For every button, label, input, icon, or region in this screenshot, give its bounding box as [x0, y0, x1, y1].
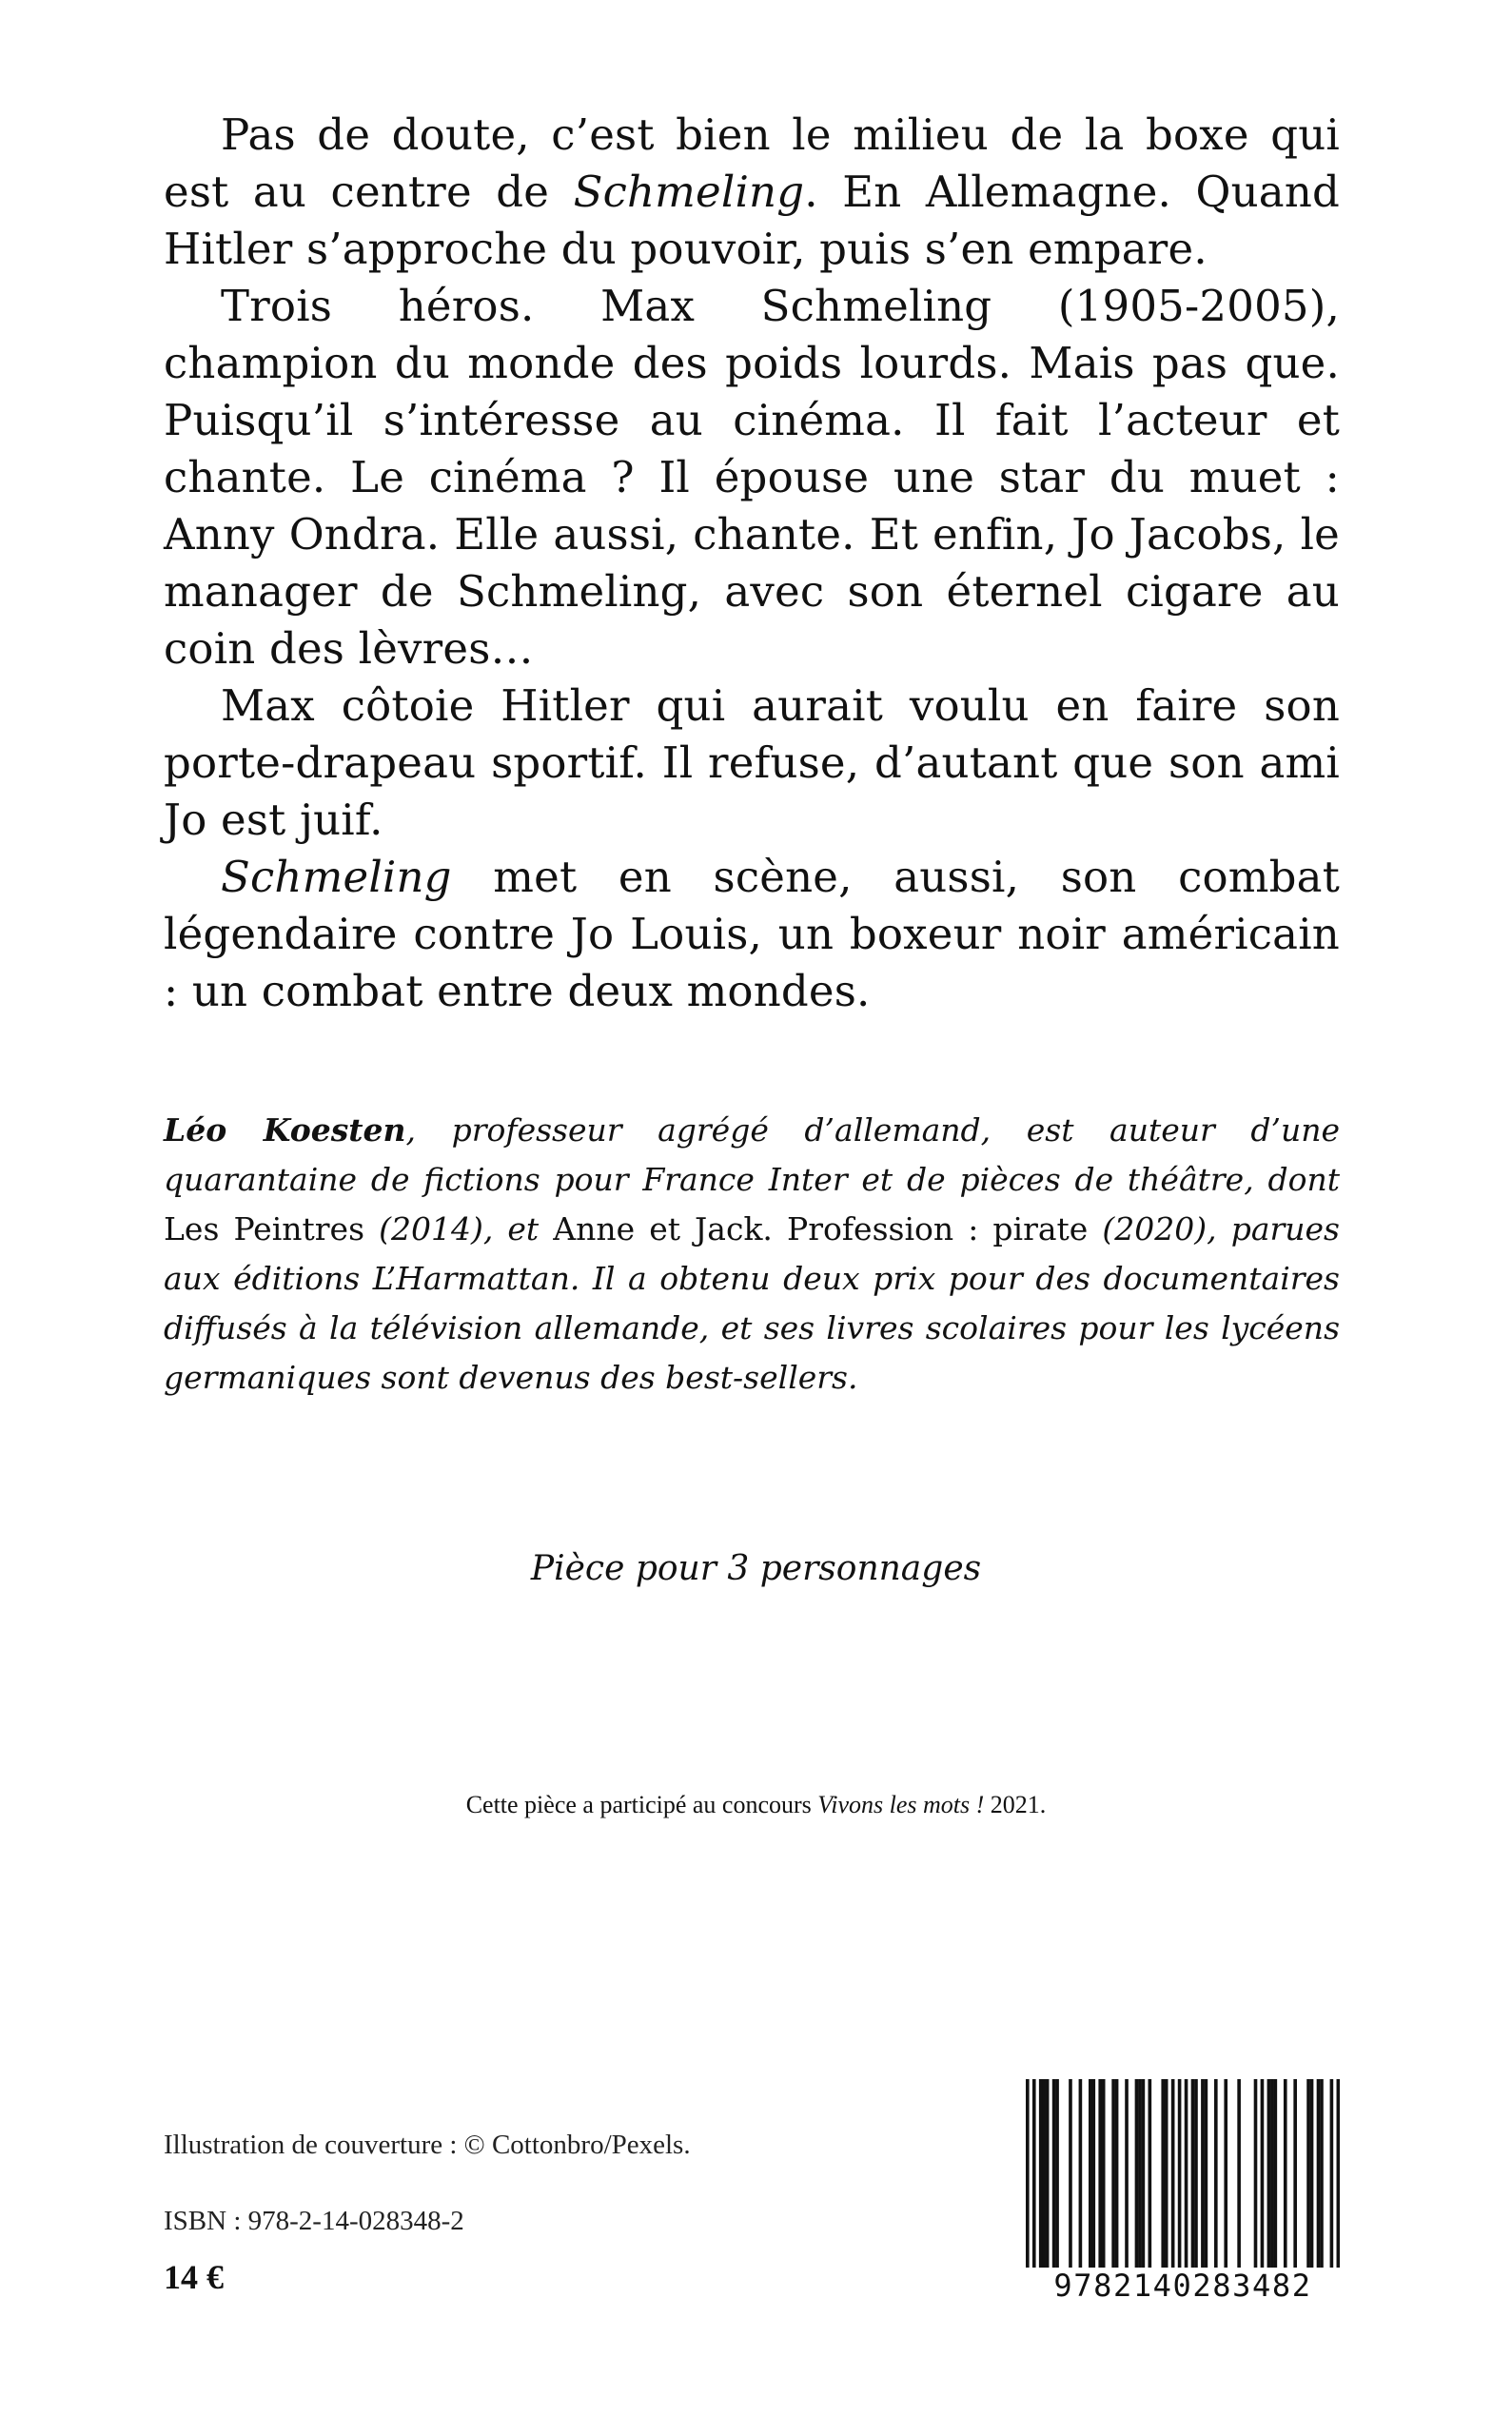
barcode-bar	[1042, 2079, 1046, 2268]
barcode-bar	[1046, 2079, 1050, 2268]
barcode-bar	[1089, 2079, 1092, 2268]
barcode-bar	[1284, 2079, 1287, 2268]
back-cover-blurb	[164, 107, 1340, 1020]
barcode-bar	[1293, 2079, 1297, 2268]
barcode-bar	[1267, 2079, 1271, 2268]
barcode-bar	[1032, 2079, 1036, 2268]
barcode-digits: 9782140283482	[1053, 2268, 1312, 2304]
barcode-bar	[1111, 2079, 1115, 2268]
barcode-bar	[1201, 2079, 1205, 2268]
barcode-bar	[1214, 2079, 1218, 2268]
barcode-bar	[1205, 2079, 1208, 2268]
barcode-bar	[1270, 2079, 1274, 2268]
blurb-text: met en scène, aussi, son combat légendaire contre Jo Louis, un boxeur noir américain : un combat entre deux mondes.	[164, 852, 1340, 1016]
barcode-bar	[1026, 2079, 1030, 2268]
work-title: Anne et Jack. Profession : pirate	[553, 1210, 1089, 1247]
barcode-bar	[1337, 2079, 1340, 2268]
barcode-bar	[1125, 2079, 1129, 2268]
price: 14 €	[164, 2258, 224, 2296]
author-bio	[164, 1106, 1340, 1403]
barcode-bar	[1261, 2079, 1265, 2268]
barcode-bar	[1330, 2079, 1334, 2268]
work-title: Les Peintres	[164, 1210, 365, 1247]
barcode-bar	[1224, 2079, 1227, 2268]
barcode-bar	[1165, 2079, 1168, 2268]
barcode-bars	[1026, 2079, 1340, 2268]
barcode-bar	[1135, 2079, 1139, 2268]
barcode-bar	[1317, 2079, 1321, 2268]
contest-note	[0, 1791, 1512, 1819]
contest-name: Vivons les mots !	[817, 1791, 985, 1818]
barcode-bar	[1069, 2079, 1072, 2268]
book-title-italic: Schmeling	[221, 852, 452, 902]
barcode-bar	[1098, 2079, 1102, 2268]
barcode-bar	[1091, 2079, 1095, 2268]
barcode-bar	[1102, 2079, 1106, 2268]
barcode-bar	[1306, 2079, 1310, 2268]
book-title-italic: Schmeling	[573, 167, 805, 217]
isbn: ISBN : 978-2-14-028348-2	[164, 2206, 464, 2236]
barcode-bar	[1055, 2079, 1059, 2268]
barcode-bar	[1191, 2079, 1195, 2268]
barcode-bar	[1274, 2079, 1278, 2268]
blurb-text: Pas de doute, c’est bien le milieu de la boxe qui est au centre de	[164, 109, 1340, 217]
barcode-bar	[1052, 2079, 1056, 2268]
blurb-paragraph-1	[164, 107, 1340, 278]
barcode-bar	[1161, 2079, 1165, 2268]
barcode-bar	[1149, 2079, 1152, 2268]
blurb-paragraph-3: Max côtoie Hitler qui aurait voulu en faire son porte-drapeau sportif. Il refuse, d’autant que son ami Jo est juif.	[164, 680, 1340, 845]
bio-text: , professeur agrégé d’allemand, est auteur d’une quarantaine de fictions pour France Inter et de pièces de théâtre, dont	[164, 1111, 1340, 1198]
contest-text: Cette pièce a participé au concours	[465, 1791, 818, 1818]
barcode-bar	[1142, 2079, 1146, 2268]
author-name: Léo Koesten	[164, 1111, 406, 1149]
barcode-bar	[1039, 2079, 1043, 2268]
barcode-bar	[1171, 2079, 1175, 2268]
bio-text: (2014), et	[364, 1210, 554, 1247]
blurb-paragraph-2: Trois héros. Max Schmeling (1905-2005), champion du monde des poids lourds. Mais pas que. Puisqu’il s’intéresse au cinéma. Il fait l’acteur et chante. Le cinéma ? Il épouse une star du muet : Anny Ondra. Elle aussi, chante. Et enfin, Jo Jacobs, le manager de Schmeling, avec son éternel cigare au coin des lèvres…	[164, 281, 1340, 674]
illustration-credit: Illustration de couverture : © Cottonbro/Pexels.	[164, 2130, 691, 2160]
barcode-bar	[1138, 2079, 1142, 2268]
barcode-bar	[1320, 2079, 1324, 2268]
barcode-bar	[1194, 2079, 1198, 2268]
barcode-bar	[1079, 2079, 1083, 2268]
barcode-bar	[1254, 2079, 1258, 2268]
barcode	[1026, 2079, 1340, 2308]
barcode-bar	[1178, 2079, 1182, 2268]
barcode-bar	[1310, 2079, 1314, 2268]
bio-text: (2020), parues aux éditions L’Harmattan. Il a obtenu deux prix pour des documentaires diffusés à la télévision allemande, et ses livres scolaires pour les lycéens germaniques sont devenus des best-sellers.	[164, 1210, 1340, 1396]
blurb-paragraph-4	[164, 849, 1340, 1020]
cast-note: Pièce pour 3 personnages	[530, 1549, 982, 1588]
barcode-bar	[1185, 2079, 1188, 2268]
barcode-bar	[1237, 2079, 1241, 2268]
contest-year: 2021.	[984, 1791, 1047, 1818]
blurb-text: . En Allemagne. Quand Hitler s’approche du pouvoir, puis s’en empare.	[164, 167, 1341, 274]
barcode-bar	[1115, 2079, 1119, 2268]
